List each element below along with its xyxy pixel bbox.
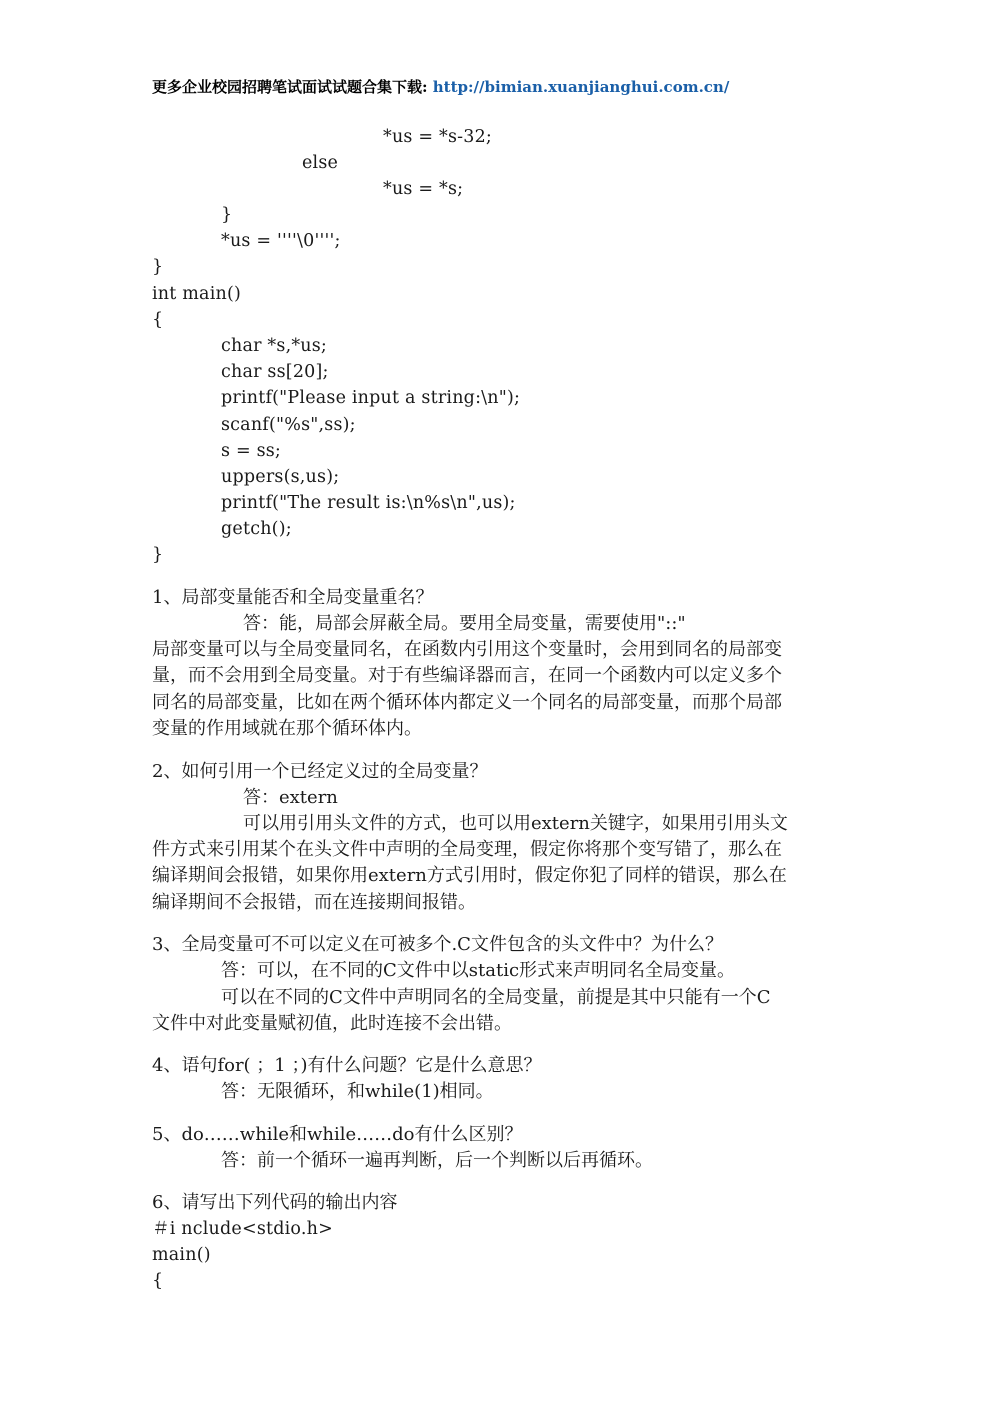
code-line: printf("Please input a string:\n"); [221,388,521,408]
code-line: main() [152,1245,211,1265]
question-4-answer: 答：无限循环，和while(1)相同。 [221,1081,494,1102]
header-label: 更多企业校园招聘笔试面试试题合集下载: [152,78,433,96]
question-3-title: 3、全局变量可不可以定义在可被多个.C文件包含的头文件中？为什么？ [152,934,723,955]
question-2-body-line: 编译期间会报错，如果你用extern方式引用时，假定你犯了同样的错误，那么在 [152,865,787,886]
question-1-body-line: 局部变量可以与全局变量同名，在函数内引用这个变量时，会用到同名的局部变 [152,639,782,660]
code-line: } [152,257,164,277]
question-1-answer: 答：能，局部会屏蔽全局。要用全局变量，需要使用"::" [243,613,686,634]
code-line: *us = *s; [383,179,464,199]
question-1-body-line: 同名的局部变量，比如在两个循环体内都定义一个同名的局部变量，而那个局部 [152,692,782,713]
question-3-body-line: 可以在不同的C文件中声明同名的全局变量，前提是其中只能有一个C [221,987,771,1008]
question-4-title: 4、语句for( ；1 ；)有什么问题？它是什么意思？ [152,1055,542,1076]
code-line: { [152,310,164,330]
question-5-title: 5、do……while和while……do有什么区别？ [152,1124,523,1145]
question-1-title: 1、局部变量能否和全局变量重名？ [152,587,434,608]
page-header [152,76,729,97]
question-1-body-line: 变量的作用域就在那个循环体内。 [152,718,422,739]
question-5-answer: 答：前一个循环一遍再判断，后一个判断以后再循环。 [221,1150,653,1171]
question-2-body-line: 编译期间不会报错，而在连接期间报错。 [152,892,476,913]
code-line: } [221,205,233,225]
code-line: uppers(s,us); [221,467,340,487]
header-link[interactable]: http://bimian.xuanjianghui.com.cn/ [432,78,730,96]
question-6-title: 6、请写出下列代码的输出内容 [152,1192,398,1213]
code-line: ＃i nclude<stdio.h> [152,1219,333,1239]
code-line: getch(); [221,519,292,539]
code-line: { [152,1271,164,1291]
code-line: printf("The result is:\n%s\n",us); [221,493,516,513]
code-line: int main() [152,284,242,304]
code-line: *us = *s-32; [383,127,492,147]
code-line: } [152,545,164,565]
question-2-title: 2、如何引用一个已经定义过的全局变量？ [152,761,488,782]
code-line: char *s,*us; [221,336,328,356]
code-line: s = ss; [221,441,282,461]
question-2-answer: 答：extern [243,787,338,808]
code-line: char ss[20]; [221,362,329,382]
code-line: else [302,153,339,173]
code-line: scanf("%s",ss); [221,415,356,435]
question-1-body-line: 量，而不会用到全局变量。对于有些编译器而言，在同一个函数内可以定义多个 [152,665,782,686]
question-2-body-line: 件方式来引用某个在头文件中声明的全局变理，假定你将那个变写错了，那么在 [152,839,782,860]
question-3-body-line: 文件中对此变量赋初值，此时连接不会出错。 [152,1013,512,1034]
code-line: *us = ''''\0''''; [221,231,341,251]
question-2-body-line: 可以用引用头文件的方式，也可以用extern关键字，如果用引用头文 [243,813,788,834]
question-3-answer: 答：可以，在不同的C文件中以static形式来声明同名全局变量。 [221,960,736,981]
